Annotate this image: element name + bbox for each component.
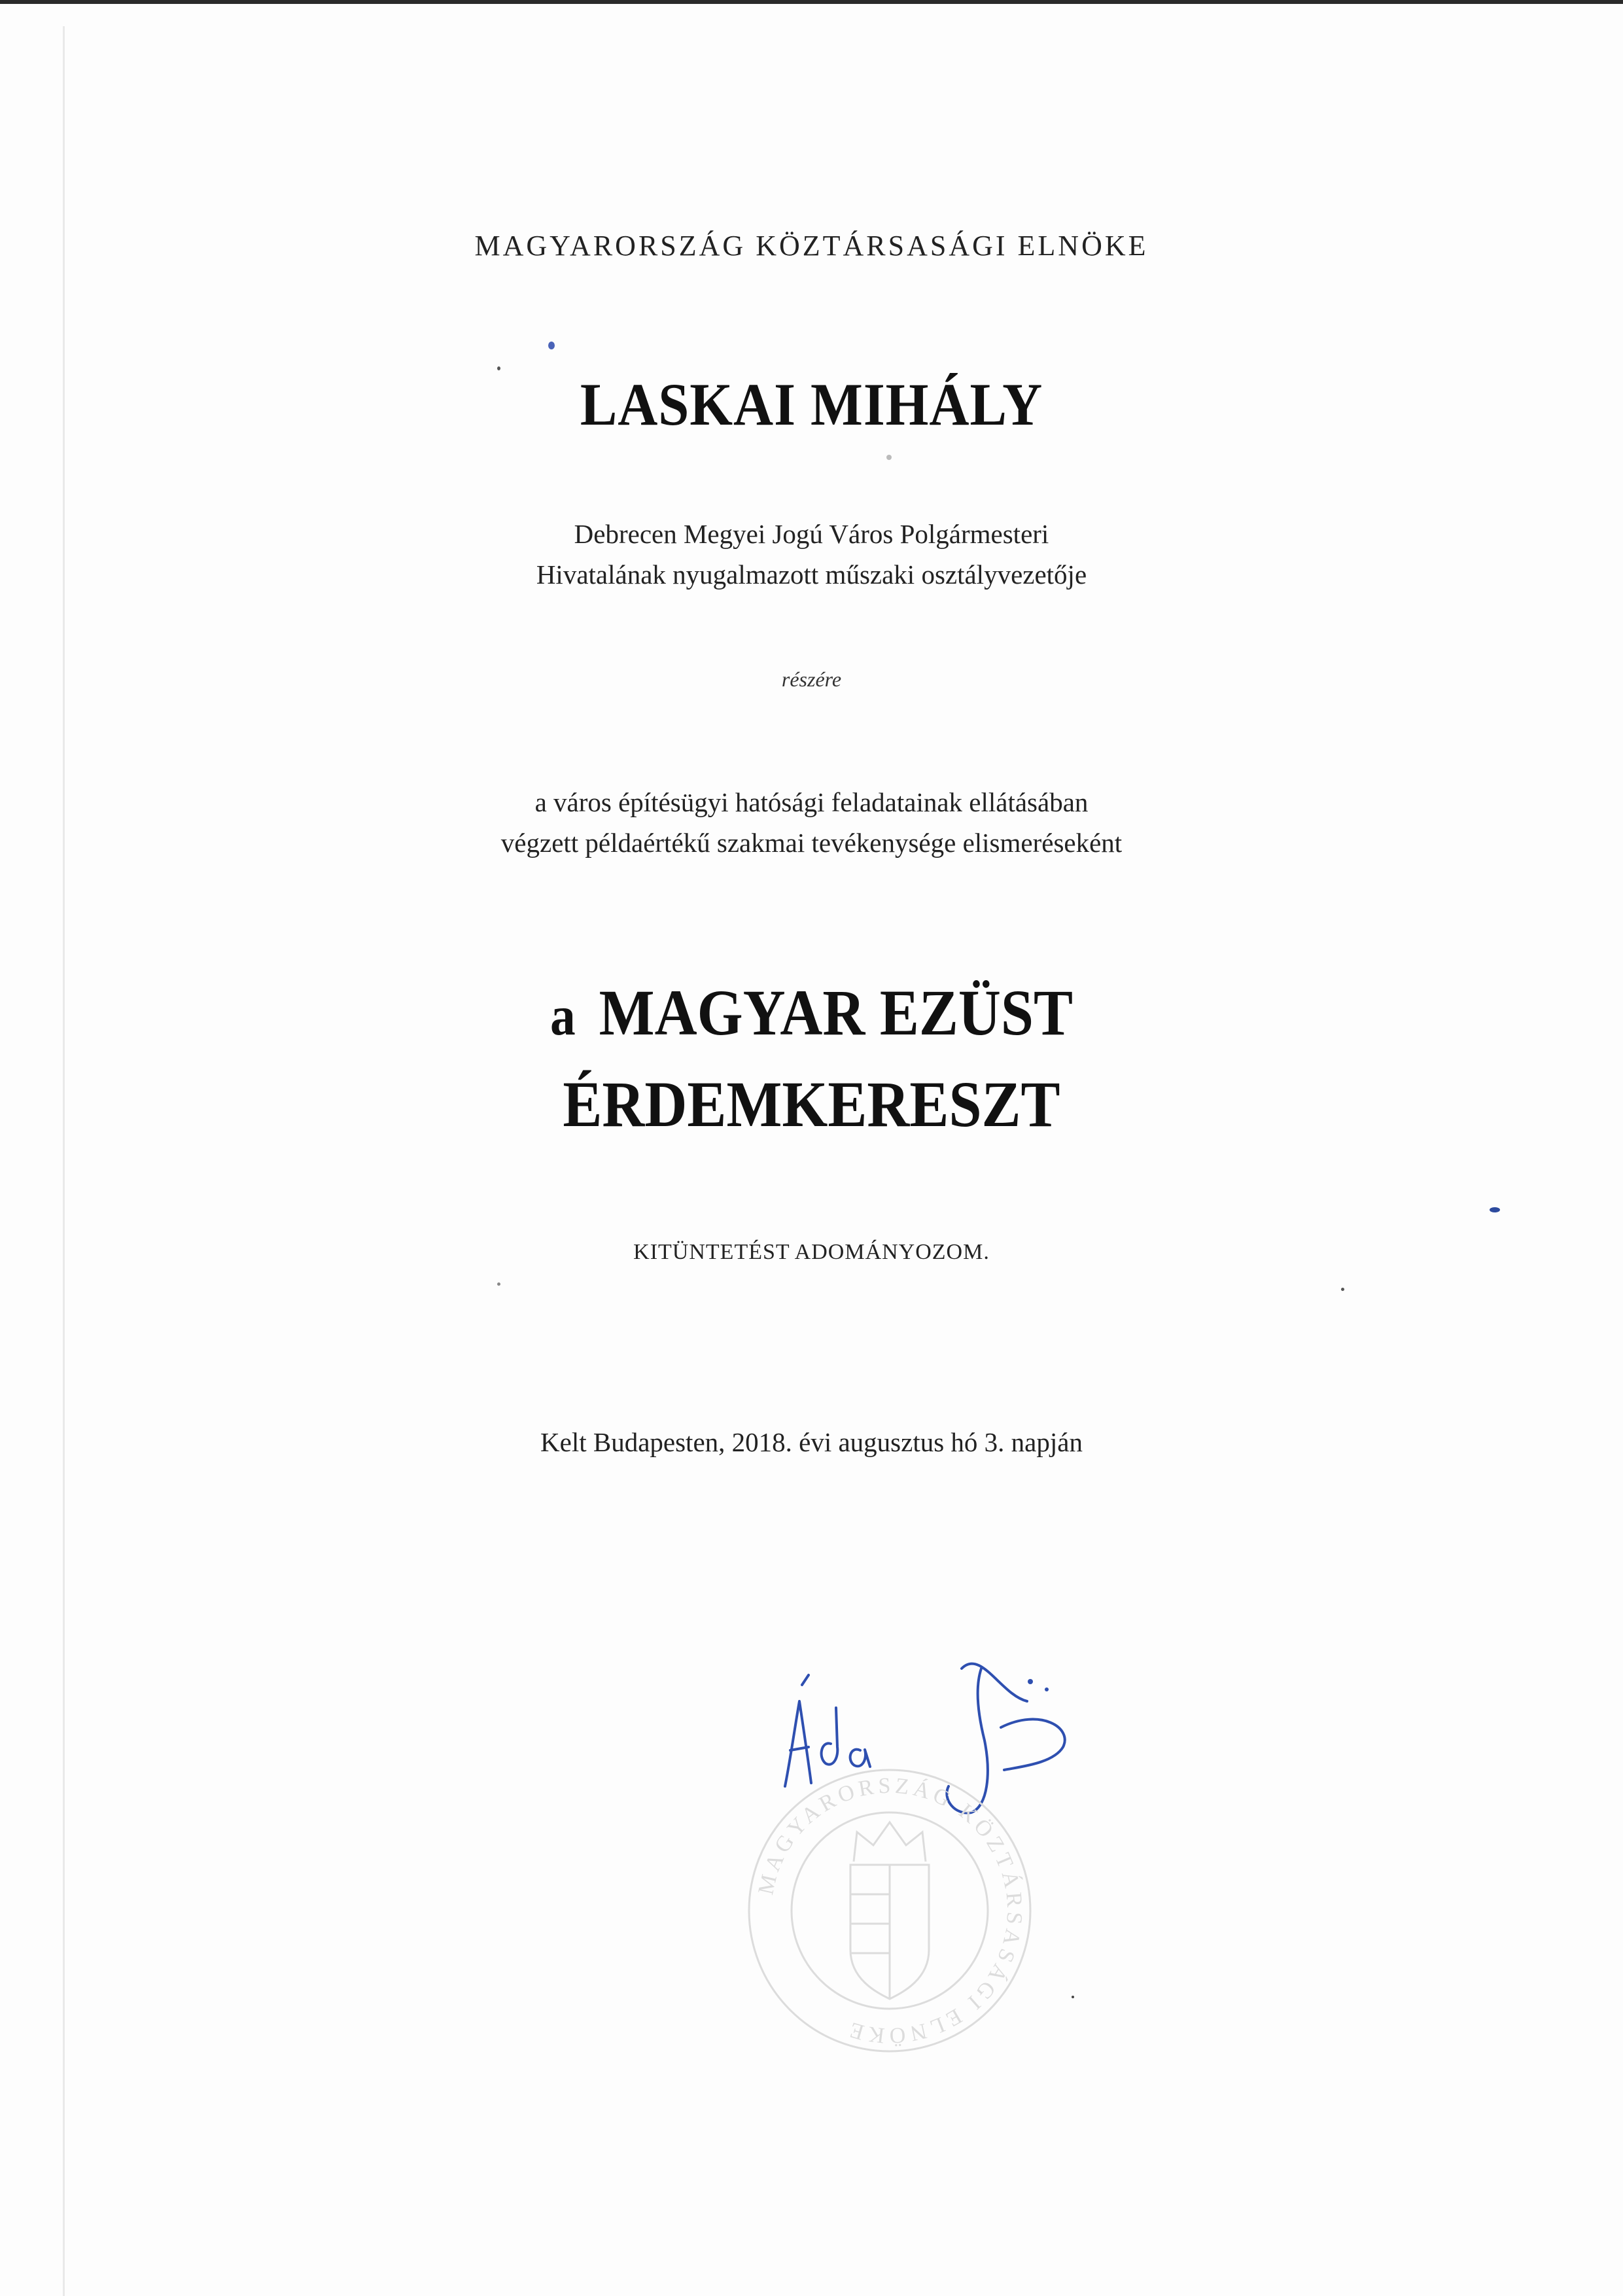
recipient-position-line-1: Debrecen Megyei Jogú Város Polgármesteri	[574, 519, 1049, 549]
grant-statement: KITÜNTETÉST ADOMÁNYOZOM.	[633, 1240, 990, 1264]
scan-speck	[1341, 1288, 1344, 1291]
recipient-position-line-2: Hivatalának nyugalmazott műszaki osztályvezetője	[536, 559, 1087, 590]
award-article: a	[550, 984, 576, 1047]
scan-speck	[497, 1282, 500, 1286]
for-word: részére	[781, 667, 842, 691]
scan-speck	[1490, 1207, 1500, 1212]
scan-speck	[1072, 1996, 1074, 1998]
scan-speck	[886, 455, 892, 460]
award-title-line-2: ÉRDEMKERESZT	[563, 1068, 1060, 1140]
recipient-position	[0, 514, 1623, 595]
date-line: Kelt Budapesten, 2018. évi augusztus hó 3. napján	[540, 1427, 1083, 1457]
award-reason	[0, 782, 1623, 863]
scan-speck	[497, 366, 500, 370]
issuer-heading: MAGYARORSZÁG KÖZTÁRSASÁGI ELNÖKE	[474, 230, 1149, 262]
embossed-seal	[733, 1754, 1047, 2068]
award-title-line-1	[81, 968, 1542, 1060]
award-reason-line-2: végzett példaértékű szakmai tevékenysége elismeréseként	[500, 828, 1123, 858]
award-reason-line-1: a város építésügyi hatósági feladatainak ellátásában	[534, 787, 1089, 817]
scan-border-top	[0, 0, 1623, 4]
scan-fold-line	[63, 26, 65, 2296]
scan-speck	[548, 342, 555, 349]
svg-text:MAGYARORSZÁG KÖZTÁRSASÁGI ELNÖ: MAGYARORSZÁG KÖZTÁRSASÁGI ELNÖKE	[754, 1773, 1027, 2048]
recipient-name: LASKAI MIHÁLY	[580, 371, 1043, 438]
award-name-part-1: MAGYAR EZÜST	[599, 976, 1073, 1049]
award-title	[81, 968, 1542, 1148]
